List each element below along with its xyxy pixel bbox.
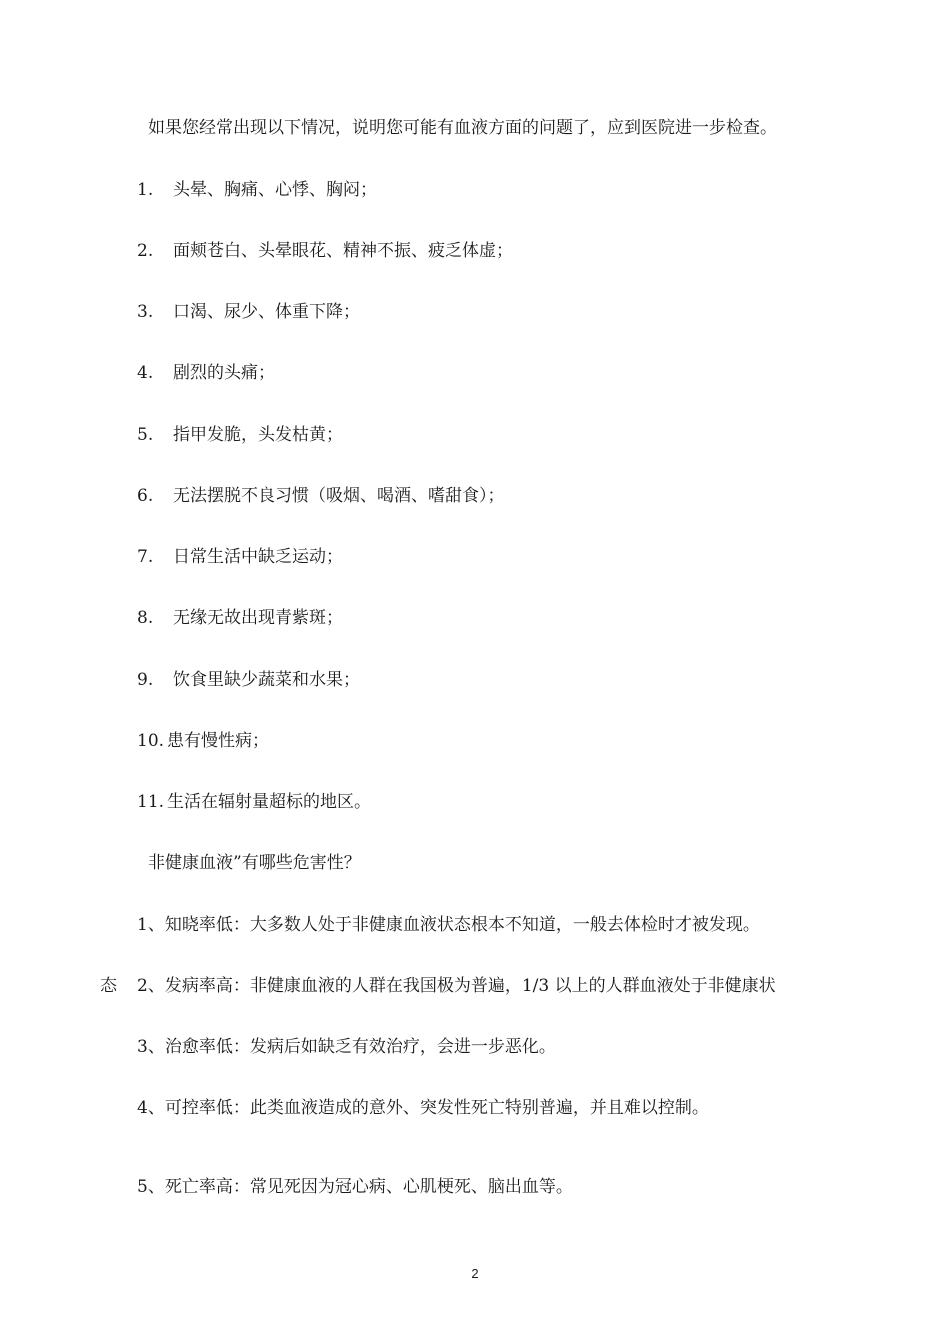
item-number: 3. [137, 302, 154, 322]
item-number: 7. [137, 547, 154, 567]
hazard-item: 1、知晓率低：大多数人处于非健康血液状态根本不知道，一般去体检时才被发现。 [137, 915, 760, 935]
symptom-item [137, 301, 360, 323]
item-number: 1. [137, 180, 154, 200]
intro-paragraph: 如果您经常出现以下情况，说明您可能有血液方面的问题了，应到医院进一步检查。 [148, 118, 777, 138]
hazards-heading: 非健康血液”有哪些危害性？ [148, 853, 361, 873]
item-number: 8. [137, 608, 154, 628]
stray-character: 态 [100, 976, 117, 996]
item-number: 5. [137, 425, 154, 445]
item-number: 10. [137, 731, 165, 751]
item-text: 口渴、尿少、体重下降； [173, 302, 360, 322]
item-number: 2. [137, 241, 154, 261]
item-text: 患有慢性病； [167, 731, 269, 751]
symptom-item [137, 362, 275, 384]
item-number: 4. [137, 363, 154, 383]
symptom-item [137, 179, 377, 201]
symptom-item [137, 669, 360, 691]
symptom-item [137, 607, 343, 629]
symptom-item [137, 730, 269, 752]
item-text: 日常生活中缺乏运动； [173, 547, 343, 567]
symptom-item [137, 791, 371, 813]
item-text: 面颊苍白、头晕眼花、精神不振、疲乏体虚； [173, 241, 513, 261]
page-number: 2 [471, 1266, 479, 1281]
item-text: 无法摆脱不良习惯（吸烟、喝酒、嗜甜食）； [173, 486, 505, 506]
item-text: 生活在辐射量超标的地区。 [167, 792, 371, 812]
item-number: 9. [137, 670, 154, 690]
item-number: 6. [137, 486, 154, 506]
item-text: 头晕、胸痛、心悸、胸闷； [173, 180, 377, 200]
item-number: 11. [137, 792, 165, 812]
item-text: 饮食里缺少蔬菜和水果； [173, 670, 360, 690]
hazard-item: 5、死亡率高：常见死因为冠心病、心肌梗死、脑出血等。 [137, 1177, 573, 1197]
hazard-item: 2、发病率高：非健康血液的人群在我国极为普遍，1/3 以上的人群血液处于非健康状 [137, 976, 776, 996]
hazard-item: 4、可控率低：此类血液造成的意外、突发性死亡特别普遍，并且难以控制。 [137, 1098, 709, 1118]
symptom-item [137, 546, 343, 568]
symptom-item [137, 485, 505, 507]
item-text: 剧烈的头痛； [173, 363, 275, 383]
item-text: 指甲发脆，头发枯黄； [173, 425, 343, 445]
symptom-item [137, 424, 343, 446]
symptom-item [137, 240, 513, 262]
hazard-item: 3、治愈率低：发病后如缺乏有效治疗，会进一步恶化。 [137, 1037, 556, 1057]
item-text: 无缘无故出现青紫斑； [173, 608, 343, 628]
